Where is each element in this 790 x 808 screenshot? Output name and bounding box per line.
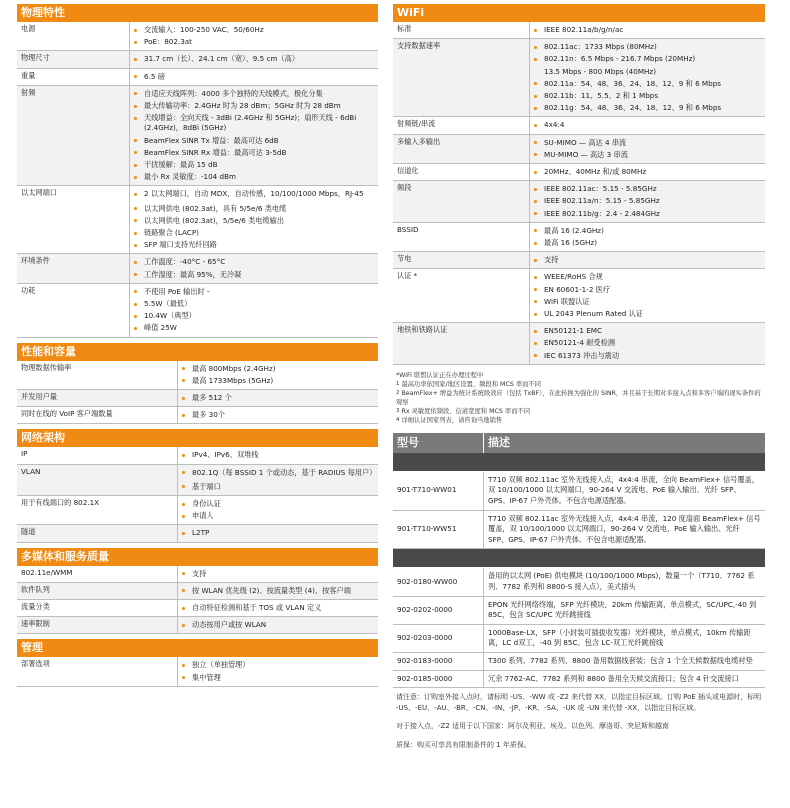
model-description: T710 双频 802.11ac 室外无线接入点，4x4:4 串流，全向 BeamFlex+ 信号覆盖，双 10/100/1000 以太网端口，90-264 V 交流电、PoE 输入输出、光纤 SFP、GPS、IP-67 户外壳体。不包含电源适配器。: [484, 472, 766, 510]
spec-value-item: 最高 800Mbps (2.4GHz): [178, 363, 378, 375]
spec-value-item: 最多 30个: [178, 409, 378, 421]
wifi-row: [393, 269, 765, 323]
spec-values: [178, 566, 379, 583]
spec-value-item: 工作温度：-40°C - 65°C: [130, 256, 378, 268]
spec-value-item: 峰值 25W: [130, 322, 378, 334]
spec-values: [130, 22, 379, 51]
spec-label: 功耗: [17, 283, 130, 337]
physical-row: [17, 283, 378, 337]
spec-label: 物理数据传输率: [17, 361, 178, 390]
model-row: [393, 624, 765, 652]
media-row: [17, 582, 378, 599]
spec-value-item: 最大传输功率：2.4GHz 时为 28 dBm；5GHz 时为 28 dBm: [130, 100, 378, 112]
wifi-row: [393, 134, 765, 163]
spec-value-item: IEC 61373 冲击与震动: [530, 350, 765, 362]
spec-value-item: 支持: [178, 568, 378, 580]
physical-section-header: 物理特性: [17, 4, 378, 22]
spec-value-item: 802.11n：6.5 Mbps - 216.7 Mbps (20MHz): [530, 53, 765, 65]
spec-value-item: 2 以太网端口，自动 MDX，自动传感，10/100/1000 Mbps，RJ-45: [130, 188, 378, 202]
footnote-text: BeamFlex+ 增益为统计系统级效应（包括 TxBF），在此转换为强化的 SINR，并且基于长期对多接入点和多客户端的现实条件的观察: [396, 389, 761, 406]
ordering-notes: [393, 688, 765, 750]
spec-values: [178, 390, 379, 407]
footnote-text: *WiFi 联盟认证正在办理过程中: [396, 371, 484, 379]
spec-value-item: 独立（单独管理）: [178, 659, 378, 671]
network-table: [17, 447, 378, 542]
wifi-row: [393, 252, 765, 269]
spec-value-item: 天线增益：全向天线 - 3dBi (2.4GHz 和 5GHz)；扇形天线 - 6dBi (2.4GHz)，8dBi (5GHz): [130, 112, 378, 134]
accessories-group-band: [393, 549, 765, 568]
model-description: EPON 光纤网络终端，SFP 光纤模块，20km 传输距离，单点模式，SC/UPC,-40 到 85C，包含 SC/UPC 光纤跳接线: [484, 596, 766, 624]
spec-value-item: 集中管理: [178, 672, 378, 684]
spec-label: 隧道: [17, 525, 178, 542]
right-column: [393, 4, 765, 750]
spec-value-item: UL 2043 Plenum Rated 认证: [530, 308, 765, 320]
spec-value-item: 身份认证: [178, 498, 378, 510]
spec-values: [130, 51, 379, 68]
media-table: [17, 566, 378, 635]
model-description: 备用的以太网 (PoE) 供电模块 (10/100/1000 Mbps)，数量一个（T710、7762 系列、7782 系列和 8800-S 接入点），美式插头: [484, 568, 766, 596]
spec-values: [178, 407, 379, 424]
spec-label: 软件队列: [17, 582, 178, 599]
spec-values: [530, 222, 766, 251]
ordering-note: 质保：购买可享具有限制条件的 1 年质保。: [396, 740, 531, 749]
spec-value-item: 6.5 磅: [130, 71, 378, 83]
footnote-number: 1: [396, 380, 400, 387]
management-table: [17, 657, 378, 686]
wifi-row: [393, 164, 765, 181]
spec-value-item: 31.7 cm（长）、24.1 cm（宽）、9.5 cm（高）: [130, 53, 378, 65]
spec-values: [530, 134, 766, 163]
wifi-row: [393, 181, 765, 223]
spec-label: 部署选项: [17, 657, 178, 686]
wifi-row: [393, 323, 765, 365]
spec-value-item: 5.5W（最低）: [130, 298, 378, 310]
spec-label: 物理尺寸: [17, 51, 130, 68]
spec-label: 用于有线端口的 802.1X: [17, 496, 178, 525]
spec-label: 节电: [393, 252, 530, 269]
spec-label: 支持数据速率: [393, 39, 530, 117]
spec-value-item: 最多 512 个: [178, 392, 378, 404]
spec-label: 射频: [17, 85, 130, 186]
spec-value-item: L2TP: [178, 527, 378, 539]
spec-value-item: 链路聚合 (LACP): [130, 227, 378, 239]
model-row: [393, 670, 765, 688]
model-description: T710 双频 802.11ac 室外无线接入点，4x4:4 串流，120 度扇面 BeamFlex+ 信号覆盖，双 10/100/1000 以太网端口，90-264 V 交流电、PoE 输入输出、光纤 SFP、GPS、IP-67 户外壳体。不包含电源适配器。: [484, 510, 766, 549]
spec-value-item: 工作湿度：最高 95%，无冷凝: [130, 269, 378, 281]
spec-value-item: EN 60601-1-2 医疗: [530, 284, 765, 296]
spec-value-item: EN50121-4 耐受检测: [530, 337, 765, 349]
model-row: [393, 510, 765, 549]
spec-values: [530, 117, 766, 134]
model-number: 902-0185-0000: [393, 670, 484, 688]
wifi-row: [393, 222, 765, 251]
performance-section-header: 性能和容量: [17, 343, 378, 361]
spec-label: 认证 *: [393, 269, 530, 323]
footnote-number: 2: [396, 389, 400, 396]
footnote: [396, 389, 762, 407]
spec-values: [130, 283, 379, 337]
models-group-band: [393, 453, 765, 472]
spec-label: 射频链/串流: [393, 117, 530, 134]
spec-value-item: 干扰缓解：最高 15 dB: [130, 159, 378, 171]
spec-value-item: WiFi 联盟认证: [530, 296, 765, 308]
spec-label: VLAN: [17, 464, 178, 495]
models-table-accessories: [393, 568, 765, 688]
spec-value-item: SFP 端口支持光纤回路: [130, 239, 378, 251]
performance-table: [17, 361, 378, 425]
spec-label: 速率限制: [17, 617, 178, 634]
spec-values: [530, 252, 766, 269]
spec-value-item: 802.11b：11、5.5、2 和 1 Mbps: [530, 90, 765, 102]
spec-label: 多输入多输出: [393, 134, 530, 163]
performance-row: [17, 390, 378, 407]
model-column-header: 型号: [393, 433, 484, 453]
footnote: [396, 416, 762, 425]
media-row: [17, 617, 378, 634]
spec-label: 并发用户量: [17, 390, 178, 407]
spec-value-item: 自适应天线阵列：4000 多个独特的天线模式，极化分集: [130, 88, 378, 100]
management-row: [17, 657, 378, 686]
spec-value-item: 20MHz、40MHz 和/或 80MHz: [530, 166, 765, 178]
spec-value-item: 支持: [530, 254, 765, 266]
ordering-note: 请注意：订购室外接入点时，请标明 -US、-WW 或 -Z2 来代替 XX，以指定目标区域。订购 PoE 插头或电源时，标明 -US、-EU、-AU、-BR、-CN、-IN、-JP、-KR、-SA、-UK 或 -UN 来代替 -XX，以指定目标区域。: [396, 693, 762, 712]
wifi-section-header: WiFi: [393, 4, 765, 22]
spec-values: [130, 254, 379, 283]
model-description: T300 系列、7782 系列、8800 备用数据线套装；包含 1 个全天候数据线电缆衬垫: [484, 653, 766, 671]
spec-values: [530, 39, 766, 117]
physical-row: [17, 68, 378, 85]
spec-value-item: 最高 16 (2.4GHz): [530, 225, 765, 237]
spec-label: 以太网端口: [17, 186, 130, 254]
model-number: 901-T710-WW01: [393, 472, 484, 510]
model-number: 902-0203-0000: [393, 624, 484, 652]
media-row: [17, 566, 378, 583]
spec-values: [130, 68, 379, 85]
spec-value-item: IPv4、IPv6、双堆栈: [178, 449, 378, 461]
spec-value-item: 4x4:4: [530, 119, 765, 131]
spec-value-item: EN50121-1 EMC: [530, 325, 765, 337]
wifi-row: [393, 22, 765, 39]
spec-values: [530, 22, 766, 39]
spec-label: 信道化: [393, 164, 530, 181]
description-column-header: 描述: [488, 435, 510, 449]
footnote-text: 详细认证国家列表，请咨询当地销售: [401, 416, 503, 424]
spec-values: [530, 181, 766, 223]
spec-values: [178, 496, 379, 525]
spec-value-item: BeamFlex SINR Tx 增益：最高可达 6dB: [130, 135, 378, 147]
spec-value-item: 不使用 PoE 输出时 -: [130, 286, 378, 298]
footnote: [396, 371, 762, 380]
spec-value-item: 802.11ac：1733 Mbps (80MHz): [530, 41, 765, 53]
spec-value-item: IEEE 802.11a/n：5.15 - 5.85GHz: [530, 195, 765, 207]
footnote-number: 4: [396, 416, 400, 423]
spec-label: 同时在线的 VoIP 客户端数量: [17, 407, 178, 424]
model-row: [393, 653, 765, 671]
spec-value-item: 交流输入：100-250 VAC、50/60Hz: [130, 24, 378, 36]
spec-value-item: 以太网供电 (802.3at)，具有 5/5e/6 类电缆: [130, 203, 378, 215]
spec-value-item: 802.1Q（每 BSSID 1 个或动态，基于 RADIUS 每用户）: [178, 467, 378, 481]
model-row: [393, 472, 765, 510]
wifi-table: [393, 22, 765, 365]
model-row: [393, 568, 765, 596]
media-section-header: 多媒体和服务质量: [17, 548, 378, 566]
spec-values: [178, 525, 379, 542]
model-row: [393, 596, 765, 624]
performance-row: [17, 361, 378, 390]
spec-value-item: 802.11g：54、48、36、24、18、12、9 和 6 Mbps: [530, 102, 765, 114]
spec-value-item: 基于端口: [178, 481, 378, 493]
spec-value-item: IEEE 802.11a/b/g/n/ac: [530, 24, 765, 36]
media-row: [17, 600, 378, 617]
footnote-text: 最高功率依国家/地区设置、频段和 MCS 率而不同: [401, 380, 542, 388]
network-section-header: 网络架构: [17, 429, 378, 447]
network-row: [17, 525, 378, 542]
spec-value-item: PoE：802.3at: [130, 36, 378, 48]
spec-value-item: 以太网供电 (802.3at)，5/5e/6 类电缆输出: [130, 215, 378, 227]
model-number: 902-0183-0000: [393, 653, 484, 671]
management-section-header: 管理: [17, 639, 378, 657]
spec-values: [178, 617, 379, 634]
spec-label: 重量: [17, 68, 130, 85]
spec-label: 频段: [393, 181, 530, 223]
spec-values: [178, 657, 379, 686]
spec-value-item: IEEE 802.11b/g：2.4 - 2.484GHz: [530, 208, 765, 220]
spec-values: [130, 85, 379, 186]
network-row: [17, 496, 378, 525]
footnote-text: Rx 灵敏度依频段、信道宽度和 MCS 率而不同: [401, 407, 531, 415]
spec-values: [178, 447, 379, 464]
spec-value-item: WEEE/RoHS 合规: [530, 271, 765, 283]
spec-values: [530, 323, 766, 365]
spec-values: [178, 464, 379, 495]
wifi-row: [393, 39, 765, 117]
spec-label: IP: [17, 447, 178, 464]
spec-value-item: 最高 1733Mbps (5GHz): [178, 375, 378, 387]
spec-value-item: 13.5 Mbps - 800 Mbps (40MHz): [544, 66, 657, 76]
spec-label: 标准: [393, 22, 530, 39]
ordering-note: 对于接入点，-Z2 适用于以下国家：阿尔及利亚、埃及、以色列、摩洛哥、突尼斯和越南: [396, 722, 669, 731]
spec-value-item: 申请人: [178, 510, 378, 522]
spec-values: [178, 582, 379, 599]
spec-value-item: 最小 Rx 灵敏度：-104 dBm: [130, 171, 378, 183]
model-number: 901-T710-WW51: [393, 510, 484, 549]
wifi-row: [393, 117, 765, 134]
network-row: [17, 464, 378, 495]
model-description: 1000Base-LX，SFP（小封装可插拔收发器）光纤模块，单点模式，10km 传输距离，LC d双工，-40 到 85C。包含 LC-双工光纤跳接线: [484, 624, 766, 652]
spec-values: [178, 600, 379, 617]
spec-value-item: BeamFlex SINR Rx 增益：最高可达 3-5dB: [130, 147, 378, 159]
spec-value-item: 按 WLAN 优先级 (2)、按流量类型 (4)、按客户端: [178, 585, 378, 597]
model-number: 902-0180-WW00: [393, 568, 484, 596]
spec-value-item: 最高 16 (5GHz): [530, 237, 765, 249]
footnote: [396, 380, 762, 389]
spec-values: [178, 361, 379, 390]
spec-value-item: SU-MIMO — 高达 4 串流: [530, 137, 765, 149]
physical-row: [17, 85, 378, 186]
model-description: 冗余 7762-AC、7782 系列和 8800 备用全天候交流接口；包含 4 针交流接口: [484, 670, 766, 688]
spec-value-item: IEEE 802.11ac：5.15 - 5.85GHz: [530, 183, 765, 195]
physical-row: [17, 51, 378, 68]
left-column: [17, 4, 378, 687]
spec-label: 流量分类: [17, 600, 178, 617]
physical-row: [17, 254, 378, 283]
spec-value-item: 802.11a：54、48、36、24、18、12、9 和 6 Mbps: [530, 78, 765, 90]
spec-label: 地铁和铁路认证: [393, 323, 530, 365]
footnote-number: 3: [396, 407, 400, 414]
spec-value-item: 10.4W（典型）: [130, 310, 378, 322]
spec-label: BSSID: [393, 222, 530, 251]
spec-values: [130, 186, 379, 254]
performance-row: [17, 407, 378, 424]
spec-label: 802.11e/WMM: [17, 566, 178, 583]
physical-row: [17, 186, 378, 254]
spec-values: [530, 164, 766, 181]
spec-label: 电源: [17, 22, 130, 51]
spec-value-item: 自动特征检测和基于 TOS 或 VLAN 定义: [178, 602, 378, 614]
spec-label: 环境条件: [17, 254, 130, 283]
spec-values: [530, 269, 766, 323]
spec-value-item: MU-MIMO — 高达 3 串流: [530, 149, 765, 161]
wifi-footnotes: [393, 365, 765, 427]
spec-value-item: 动态按用户或按 WLAN: [178, 619, 378, 631]
models-header: [393, 433, 765, 453]
model-number: 902-0202-0000: [393, 596, 484, 624]
network-row: [17, 447, 378, 464]
physical-table: [17, 22, 378, 338]
models-table-access-points: [393, 472, 765, 550]
physical-row: [17, 22, 378, 51]
footnote: [396, 407, 762, 416]
